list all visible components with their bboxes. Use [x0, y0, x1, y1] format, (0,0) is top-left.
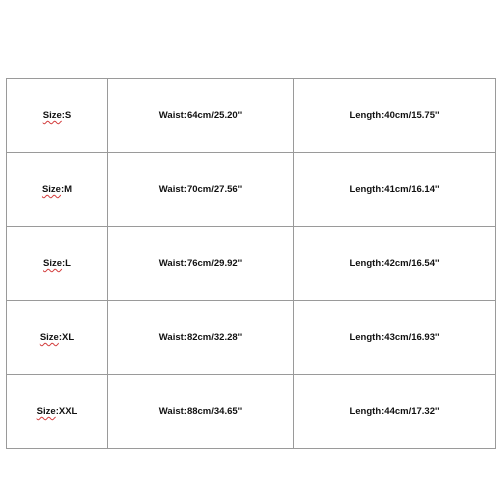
size-value: :XL: [58, 332, 75, 343]
length-cell: Length:42cm/16.54'': [294, 227, 496, 301]
size-cell: [7, 153, 108, 227]
waist-cell: Waist:76cm/29.92'': [108, 227, 294, 301]
table-row: [7, 153, 496, 227]
size-cell: [7, 301, 108, 375]
size-value: :S: [61, 110, 72, 121]
size-cell: [7, 79, 108, 153]
size-value: :XXL: [55, 406, 78, 417]
size-label: Size: [39, 332, 59, 343]
table-row: [7, 79, 496, 153]
waist-cell: Waist:70cm/27.56'': [108, 153, 294, 227]
table-row: [7, 227, 496, 301]
size-chart-table: [6, 78, 496, 449]
table-row: [7, 301, 496, 375]
size-label: Size: [43, 258, 63, 269]
length-cell: Length:44cm/17.32'': [294, 375, 496, 449]
waist-cell: Waist:82cm/32.28'': [108, 301, 294, 375]
size-cell: [7, 227, 108, 301]
size-label: Size: [42, 110, 62, 121]
size-cell: [7, 375, 108, 449]
length-cell: Length:43cm/16.93'': [294, 301, 496, 375]
waist-cell: Waist:88cm/34.65'': [108, 375, 294, 449]
size-label: Size: [41, 184, 61, 195]
size-label: Size: [36, 406, 56, 417]
size-value: :L: [62, 258, 71, 269]
length-cell: Length:40cm/15.75'': [294, 79, 496, 153]
table-row: [7, 375, 496, 449]
waist-cell: Waist:64cm/25.20'': [108, 79, 294, 153]
length-cell: Length:41cm/16.14'': [294, 153, 496, 227]
size-value: :M: [60, 184, 73, 195]
